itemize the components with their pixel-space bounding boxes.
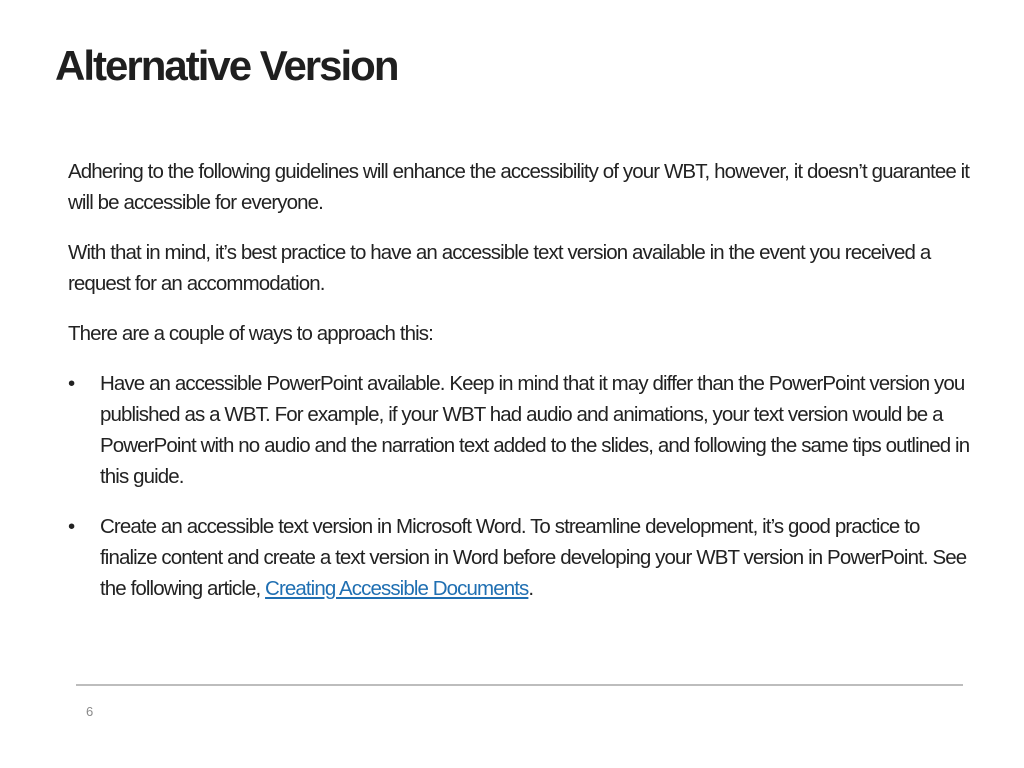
list-item-text: Create an accessible text version in Microsoft Word. To streamline development, it’s good practice to finalize content and create a text version in Word before developing your WBT version in PowerPoint. See the following article, bbox=[100, 515, 967, 600]
paragraph-approaches-intro: There are a couple of ways to approach this: bbox=[68, 322, 433, 345]
page-number: 6 bbox=[86, 704, 94, 719]
list-item-powerpoint bbox=[68, 368, 978, 492]
creating-accessible-documents-link[interactable]: Creating Accessible Documents bbox=[265, 577, 529, 600]
bullet-icon: • bbox=[68, 372, 75, 395]
approaches-list bbox=[68, 368, 978, 604]
slide-body bbox=[68, 156, 978, 623]
list-item-text-end: . bbox=[528, 577, 534, 600]
paragraph-guidelines: Adhering to the following guidelines will enhance the accessibility of your WBT, however, it doesn’t guarantee it will be accessible for everyone. bbox=[68, 160, 970, 214]
footer-divider bbox=[76, 684, 963, 686]
slide-title: Alternative Version bbox=[55, 42, 398, 89]
list-item-text: Have an accessible PowerPoint available. Keep in mind that it may differ than the PowerPoint version you published as a WBT. For example, if your WBT had audio and animations, your text version would be a PowerPoint with no audio and the narration text added to the slides, and following the same tips outlined in this guide. bbox=[100, 372, 970, 488]
bullet-icon: • bbox=[68, 515, 75, 538]
paragraph-best-practice: With that in mind, it’s best practice to have an accessible text version available in the event you received a request for an accommodation. bbox=[68, 241, 931, 295]
list-item-word bbox=[68, 511, 978, 604]
